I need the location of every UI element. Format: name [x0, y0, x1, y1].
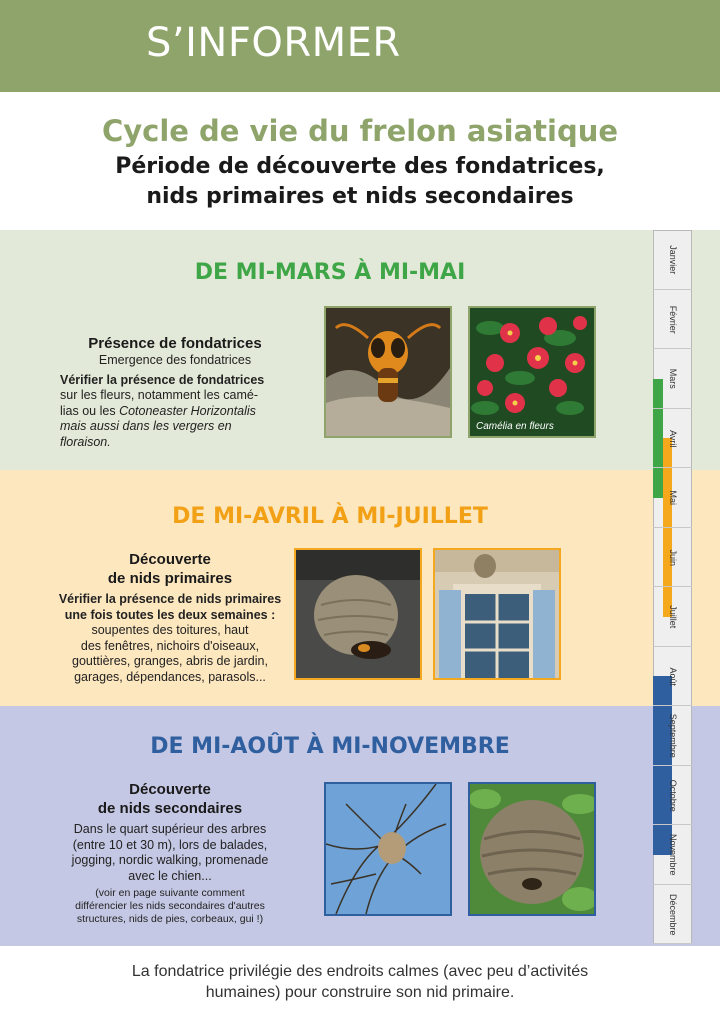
- section3-text-line2: (entre 10 et 30 m), lors de balades,: [72, 837, 268, 852]
- section3-text-line1: Dans le quart supérieur des arbres: [73, 822, 267, 836]
- section3-text: [50, 780, 290, 926]
- section3-note-line3: structures, nids de pies, corbeaux, gui !): [76, 913, 264, 925]
- section1-text: [60, 334, 290, 450]
- month-cell: [653, 349, 692, 409]
- period-title-aout-novembre: DE MI-AOÛT À MI-NOVEMBRE: [150, 734, 510, 759]
- section2-text-line4: garages, dépendances, parasols...: [74, 669, 266, 684]
- section2-bold-line2: une fois toutes les deux semaines :: [64, 607, 276, 622]
- section1-text-b: lias ou les: [60, 403, 120, 418]
- month-label: Septembre: [668, 713, 678, 758]
- month-cell: [653, 528, 692, 588]
- section3-text-line4: avec le chien...: [128, 868, 212, 883]
- month-label: Avril: [668, 429, 678, 447]
- section1-text-d: floraison.: [60, 434, 111, 449]
- month-label: Janvier: [668, 245, 678, 275]
- window-illustration: [435, 550, 559, 678]
- tree-nest-illustration: [326, 784, 450, 914]
- month-label: Novembre: [668, 833, 678, 876]
- primary-nest-illustration: [296, 550, 420, 678]
- window-photo: [433, 548, 561, 680]
- banner-title: S’INFORMER: [146, 20, 401, 66]
- section2-heading-line1: Découverte: [129, 551, 211, 568]
- primary-nest-photo: [294, 548, 422, 680]
- month-cell: [653, 766, 692, 826]
- footer-line2: humaines) pour construire son nid primaire.: [205, 984, 515, 1001]
- page-subtitle-line2: nids primaires et nids secondaires: [146, 184, 574, 209]
- section1-text-c: mais aussi dans les vergers en: [60, 419, 232, 433]
- month-label: Mars: [668, 368, 678, 389]
- section1-bold-text: Vérifier la présence de fondatrices: [60, 372, 265, 387]
- page-subtitle-line1: Période de découverte des fondatrices,: [115, 154, 605, 179]
- section2-text-line3: gouttières, granges, abris de jardin,: [72, 654, 268, 668]
- secondary-nest-illustration: [470, 784, 594, 914]
- month-label: Juillet: [668, 605, 678, 629]
- section1-subheading: Emergence des fondatrices: [98, 353, 252, 367]
- section2-text-line2: des fenêtres, nichoirs d'oiseaux,: [80, 638, 260, 653]
- camelia-caption: Camélia en fleurs: [476, 421, 554, 432]
- month-label: Juin: [668, 548, 678, 566]
- hornet-photo: [324, 306, 452, 438]
- page-title: Cycle de vie du frelon asiatique: [101, 114, 619, 148]
- section3-text-line3: jogging, nordic walking, promenade: [71, 853, 269, 867]
- section2-text: [50, 550, 290, 685]
- section1-text-b-italic: Cotoneaster Horizontalis: [119, 403, 256, 418]
- section3-heading-line1: Découverte: [129, 781, 211, 798]
- month-cell: [653, 230, 692, 290]
- period-title-mars-mai: DE MI-MARS À MI-MAI: [194, 260, 466, 285]
- month-cell: [653, 885, 692, 945]
- banner: [0, 0, 720, 92]
- section1-text-a: sur les fleurs, notamment les camé-: [60, 388, 258, 402]
- section1-heading: Présence de fondatrices: [88, 335, 262, 352]
- section3-note-line1: (voir en page suivante comment: [95, 887, 245, 899]
- month-cell: [653, 409, 692, 469]
- month-cell: [653, 647, 692, 707]
- footer-line1: La fondatrice privilégie des endroits calmes (avec peu d’activités: [131, 963, 589, 980]
- month-cell: [653, 706, 692, 766]
- camelia-photo: [468, 306, 596, 438]
- secondary-nest-photo: [468, 782, 596, 916]
- month-label: Mai: [668, 490, 678, 505]
- period-title-avril-juillet: DE MI-AVRIL À MI-JUILLET: [172, 504, 488, 529]
- section2-heading-line2: de nids primaires: [107, 570, 233, 587]
- month-cell: [653, 587, 692, 647]
- month-label: Février: [668, 305, 678, 334]
- section2-bold-line1: Vérifier la présence de nids primaires: [58, 592, 282, 606]
- section3-heading-line2: de nids secondaires: [97, 800, 243, 817]
- camelia-illustration: [470, 308, 594, 436]
- month-label: Août: [668, 666, 678, 686]
- month-cell: [653, 468, 692, 528]
- month-cell: [653, 825, 692, 885]
- month-cell: [653, 290, 692, 350]
- hornet-illustration: [326, 308, 450, 436]
- month-label: Octobre: [668, 779, 678, 812]
- section2-text-line1: soupentes des toitures, haut: [91, 623, 249, 637]
- tree-nest-photo: [324, 782, 452, 916]
- section3-note-line2: différencier les nids secondaires d'autres: [75, 900, 265, 912]
- month-label: Décembre: [668, 893, 678, 935]
